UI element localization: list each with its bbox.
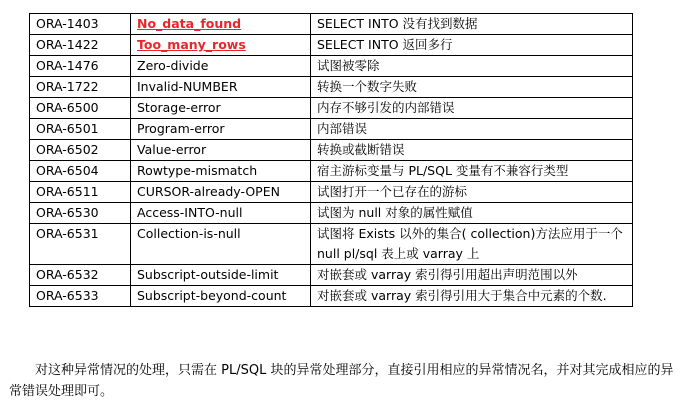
exception-name-cell <box>131 77 311 98</box>
description-cell: 试图为 null 对象的属性赋值 <box>311 203 633 224</box>
description-cell: 内存不够引发的内部错误 <box>311 98 633 119</box>
table-row <box>30 265 633 286</box>
description-cell: SELECT INTO 没有找到数据 <box>311 14 633 35</box>
exception-name-cell <box>131 182 311 203</box>
exception-name-cell <box>131 35 311 56</box>
exception-name-cell <box>131 119 311 140</box>
error-code-cell: ORA-6501 <box>30 119 131 140</box>
exception-name-cell <box>131 224 311 265</box>
exception-name: Subscript-outside-limit <box>137 267 279 282</box>
description-cell: 内部错误 <box>311 119 633 140</box>
exception-name-cell <box>131 98 311 119</box>
table-row <box>30 161 633 182</box>
exception-name-cell <box>131 286 311 307</box>
table-row <box>30 182 633 203</box>
error-code-cell: ORA-6533 <box>30 286 131 307</box>
exception-name: Program-error <box>137 121 225 136</box>
exception-name-cell <box>131 56 311 77</box>
exception-name: No_data_found <box>137 16 242 31</box>
table-row <box>30 98 633 119</box>
explanation-paragraph: 对这种异常情况的处理，只需在 PL/SQL 块的异常处理部分，直接引用相应的异常情况名，并对其完成相应的异常错误处理即可。 <box>9 363 674 399</box>
description-cell: 试图被零除 <box>311 56 633 77</box>
table-row <box>30 56 633 77</box>
exception-name-cell <box>131 265 311 286</box>
exception-name-cell <box>131 14 311 35</box>
error-code-cell: ORA-6500 <box>30 98 131 119</box>
error-code-cell: ORA-6531 <box>30 224 131 265</box>
error-code-cell: ORA-6530 <box>30 203 131 224</box>
description-cell: 宿主游标变量与 PL/SQL 变量有不兼容行类型 <box>311 161 633 182</box>
exception-name: Collection-is-null <box>137 226 241 241</box>
table-row <box>30 119 633 140</box>
description-cell: 对嵌套或 varray 索引得引用大于集合中元素的个数. <box>311 286 633 307</box>
table-row <box>30 203 633 224</box>
table-row <box>30 224 633 265</box>
exception-name: CURSOR-already-OPEN <box>137 184 280 199</box>
description-cell: 转换或截断错误 <box>311 140 633 161</box>
exception-name-cell <box>131 140 311 161</box>
exception-name: Rowtype-mismatch <box>137 163 258 178</box>
error-code-cell: ORA-1403 <box>30 14 131 35</box>
exception-table-body <box>30 14 633 307</box>
description-cell: 试图打开一个已存在的游标 <box>311 182 633 203</box>
error-code-cell: ORA-6504 <box>30 161 131 182</box>
error-code-cell: ORA-1476 <box>30 56 131 77</box>
exception-table <box>29 13 633 307</box>
exception-name: Invalid-NUMBER <box>137 79 238 94</box>
exception-name: Zero-divide <box>137 58 209 73</box>
exception-name: Subscript-beyond-count <box>137 288 287 303</box>
table-row <box>30 140 633 161</box>
error-code-cell: ORA-6502 <box>30 140 131 161</box>
error-code-cell: ORA-6532 <box>30 265 131 286</box>
error-code-cell: ORA-1722 <box>30 77 131 98</box>
exception-name-cell <box>131 203 311 224</box>
description-cell: 对嵌套或 varray 索引得引用超出声明范围以外 <box>311 265 633 286</box>
description-cell: SELECT INTO 返回多行 <box>311 35 633 56</box>
exception-name: Storage-error <box>137 100 221 115</box>
description-cell: 试图将 Exists 以外的集合( collection)方法应用于一个 null pl/sql 表上或 varray 上 <box>311 224 633 265</box>
exception-name-cell <box>131 161 311 182</box>
table-row <box>30 35 633 56</box>
table-row <box>30 14 633 35</box>
description-cell: 转换一个数字失败 <box>311 77 633 98</box>
exception-name: Access-INTO-null <box>137 205 243 220</box>
table-row <box>30 286 633 307</box>
exception-name: Value-error <box>137 142 207 157</box>
table-row <box>30 77 633 98</box>
error-code-cell: ORA-6511 <box>30 182 131 203</box>
exception-name: Too_many_rows <box>137 37 246 52</box>
error-code-cell: ORA-1422 <box>30 35 131 56</box>
